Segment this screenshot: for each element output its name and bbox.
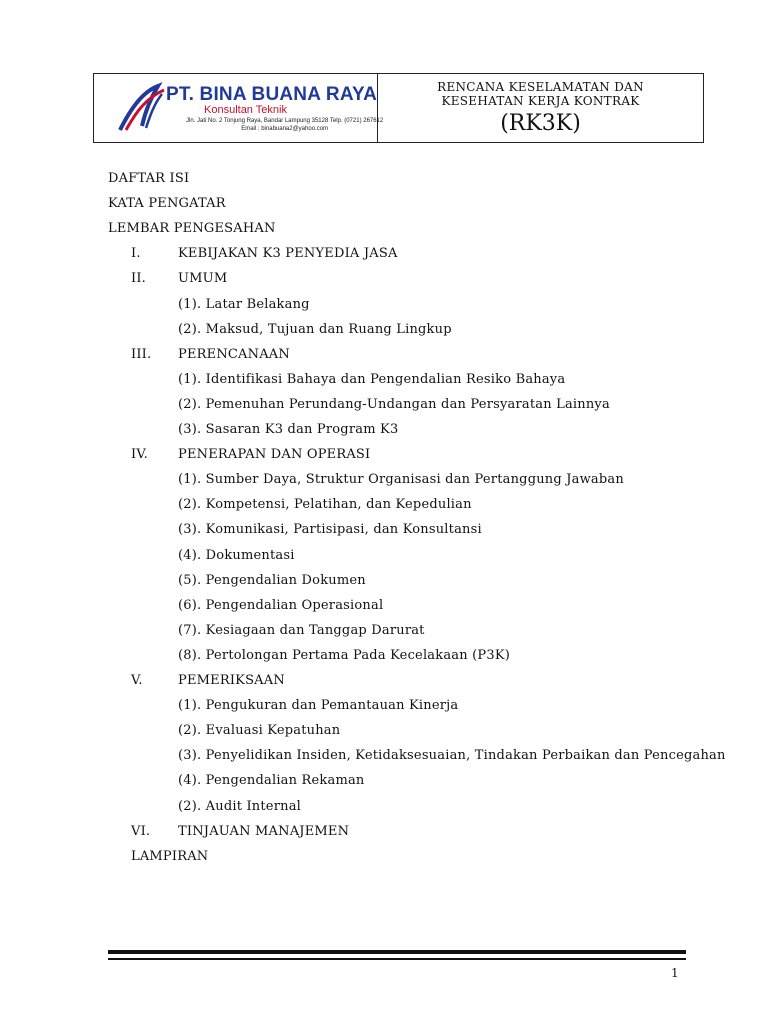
- footer-rule-thick: [108, 950, 686, 954]
- toc-subitem: (2). Pemenuhan Perundang-Undangan dan Persyaratan Lainnya: [178, 397, 610, 412]
- toc-subitem: (2). Maksud, Tujuan dan Ruang Lingkup: [178, 322, 452, 337]
- title-code: (RK3K): [500, 111, 581, 136]
- section-number: VI.: [131, 824, 151, 839]
- section-title: PERENCANAAN: [178, 347, 290, 362]
- toc-subitem: (5). Pengendalian Dokumen: [178, 573, 366, 588]
- toc-top-item: DAFTAR ISI: [108, 171, 190, 186]
- toc-subitem: (3). Penyelidikan Insiden, Ketidaksesuaian, Tindakan Perbaikan dan Pencegahan: [178, 748, 726, 763]
- company-email: Email : binabuana2@yahoo.com: [241, 126, 329, 132]
- company-address: Jln. Jati No. 2 Tonjung Raya, Bandar Lampung 35128 Telp. (0721) 267612: [186, 118, 384, 124]
- toc-subitem: (2). Evaluasi Kepatuhan: [178, 723, 341, 738]
- document-title: [378, 74, 703, 142]
- section-number: III.: [131, 347, 152, 362]
- section-number: II.: [131, 271, 147, 286]
- toc-subitem: (1). Latar Belakang: [178, 297, 310, 312]
- section-title: KEBIJAKAN K3 PENYEDIA JASA: [178, 246, 398, 261]
- toc-subitem: (3). Sasaran K3 dan Program K3: [178, 422, 399, 437]
- section-title: PENERAPAN DAN OPERASI: [178, 447, 371, 462]
- toc-subitem: (2). Kompetensi, Pelatihan, dan Kepedulian: [178, 497, 472, 512]
- toc-subitem: (7). Kesiagaan dan Tanggap Darurat: [178, 623, 425, 638]
- toc-subitem: (1). Identifikasi Bahaya dan Pengendalian Resiko Bahaya: [178, 372, 566, 387]
- toc-subitem: (3). Komunikasi, Partisipasi, dan Konsultansi: [178, 522, 482, 537]
- title-line-2: KESEHATAN KERJA KONTRAK: [441, 94, 640, 108]
- toc-appendix: LAMPIRAN: [131, 849, 209, 864]
- toc-subitem: (8). Pertolongan Pertama Pada Kecelakaan (P3K): [178, 648, 511, 663]
- company-contact: [186, 117, 383, 133]
- page-number: 1: [671, 966, 679, 980]
- section-number: I.: [131, 246, 141, 261]
- section-number: V.: [131, 673, 143, 688]
- toc-subitem: (2). Audit Internal: [178, 799, 301, 814]
- company-logo: [94, 74, 384, 142]
- section-title: TINJAUAN MANAJEMEN: [178, 824, 350, 839]
- toc-top-item: LEMBAR PENGESAHAN: [108, 221, 276, 236]
- section-title: PEMERIKSAAN: [178, 673, 285, 688]
- document-header: [93, 73, 704, 143]
- toc-subitem: (1). Pengukuran dan Pemantauan Kinerja: [178, 698, 459, 713]
- toc-subitem: (4). Pengendalian Rekaman: [178, 773, 365, 788]
- toc-top-item: KATA PENGATAR: [108, 196, 226, 211]
- section-title: UMUM: [178, 271, 228, 286]
- company-name: PT. BINA BUANA RAYA: [166, 84, 378, 105]
- section-number: IV.: [131, 447, 148, 462]
- toc-subitem: (1). Sumber Daya, Struktur Organisasi dan Pertanggung Jawaban: [178, 472, 624, 487]
- footer-rule-thin: [108, 958, 686, 960]
- title-line-1: RENCANA KESELAMATAN DAN: [437, 80, 644, 94]
- toc-subitem: (6). Pengendalian Operasional: [178, 598, 384, 613]
- toc-subitem: (4). Dokumentasi: [178, 548, 295, 563]
- company-subtitle: Konsultan Teknik: [204, 104, 287, 116]
